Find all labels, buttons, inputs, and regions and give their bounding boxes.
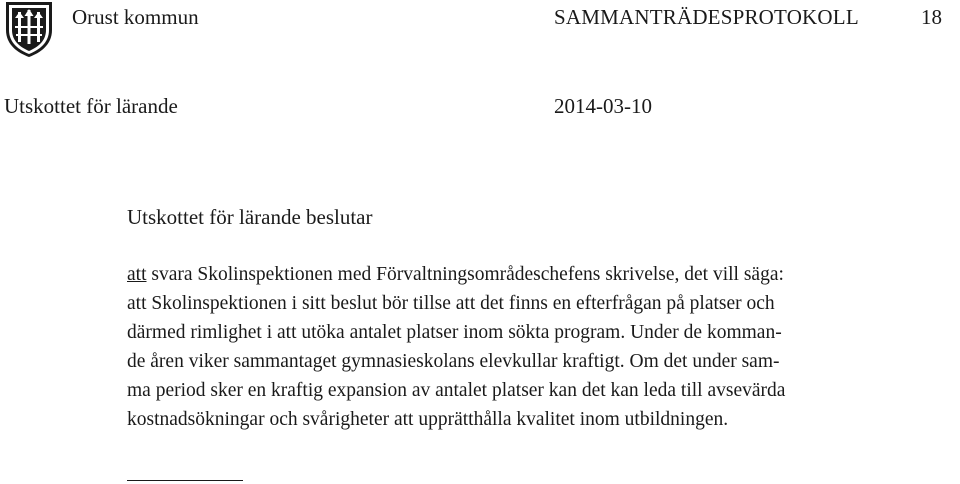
- decision-line: ma period sker en kraftig expansion av antalet platser kan det kan leda till avsevärda: [127, 380, 786, 401]
- committee-name: Utskottet för lärande: [4, 94, 178, 118]
- municipality-name: Orust kommun: [72, 5, 199, 29]
- page-number: 18: [921, 5, 942, 29]
- meeting-date: 2014-03-10: [554, 94, 652, 118]
- decision-line: att Skolinspektionen i sitt beslut bör tillse att det finns en efterfrågan på platser och: [127, 293, 775, 314]
- decision-line: kostnadsökningar och svårigheter att upprätthålla kvalitet inom utbildningen.: [127, 409, 729, 430]
- decision-line: de åren viker sammantaget gymnasieskolans elevkullar kraftigt. Om det under sam-: [127, 351, 780, 372]
- decision-line-text: svara Skolinspektionen med Förvaltningsområdeschefens skrivelse, det vill säga:: [146, 264, 784, 285]
- coat-of-arms-icon: [4, 0, 54, 58]
- municipal-logo-icon: [4, 0, 54, 58]
- decision-lead-word: att: [127, 264, 147, 285]
- decision-line: [127, 260, 953, 289]
- decision-text: [127, 260, 953, 434]
- decision-line: därmed rimlighet i att utöka antalet platser inom sökta program. Under de komman-: [127, 322, 782, 343]
- decision-heading: Utskottet för lärande beslutar: [127, 205, 373, 229]
- signature-rule: [127, 480, 243, 481]
- document-title: SAMMANTRÄDESPROTOKOLL: [554, 5, 859, 29]
